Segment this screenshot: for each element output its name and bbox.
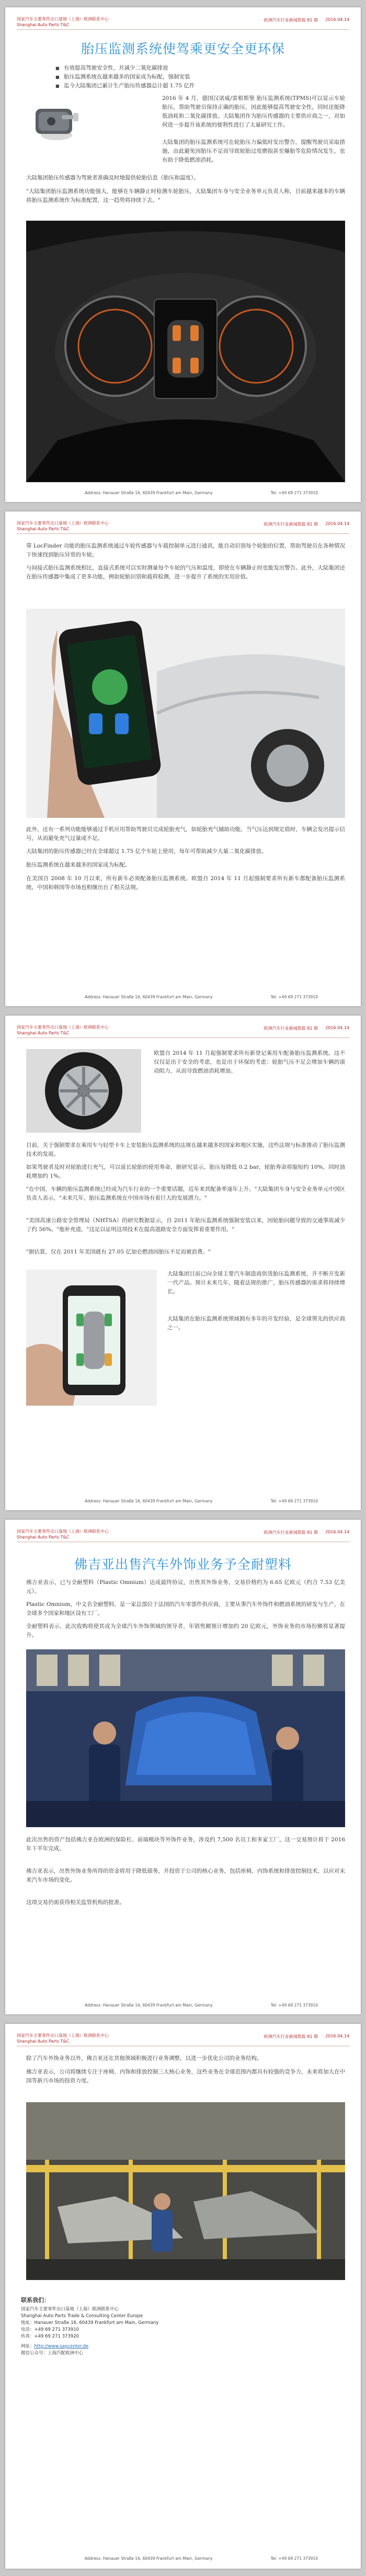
article-paragraph: 如果驾驶者及时对轮胎进行充气，可以延长轮胎的使用寿命，据研究显示，胎压每降低 0.2 bar，轮胎寿命将缩短约 10%，同时油耗增加约 1%。 [26,1164,345,1179]
page-header [17,1528,349,1542]
highlight-item: ■ 胎压监测系统在越来越多的国家成为标配，强制安装 [55,73,317,82]
article-paragraph: "据估算，仅在 2011 年美国就有 27.05 亿加仑燃油因胎压不足而被浪费。" [26,1249,211,1255]
header-date: 2016.04.14 [325,1025,349,1030]
contact-line: 电话：+49 69 271 373910 [21,2327,79,2332]
wechat-label: 微信公众号： [21,2351,48,2356]
header-company-en: Shanghai Auto Parts T&C [17,2039,70,2044]
article-paragraph: Plastic Omnium，中文名全耐塑料，是一家总部位于法国的汽车零部件供应商，主要从事汽车外饰件和燃油系统的研发与生产，在全球多个国家和地区设有工厂。 [26,1601,345,1616]
article-paragraph: 大陆集团的胎压传感器已经在全球超过 1.75 亿个车轮上使用，每年可帮助减少大量二氧化碳排放。 [26,848,267,854]
article-paragraph: 2016 年 4 月，德国汉诺威/雷根斯堡 胎压监测系统(TPMS)可以显示车轮胎压，帮助驾驶员保持正确的胎压，因此能够提高驾驶安全性，同时还能降低油耗和二氧化碳排放。大陆集团作为胎压传感器的主要供应商之一，对如何进一步提升该系统的便利性进行了大量研究工作。 [162,95,345,128]
header-company-cn: 国家汽车主要零件出口基地（上海）欧洲联系中心 [17,521,109,526]
page-4 [5,1520,361,2014]
header-newsletter: 欧洲汽车行业新闻简报 81 期 [264,1026,318,1031]
header-date: 2016.04.14 [325,1530,349,1534]
header-newsletter: 欧洲汽车行业新闻简报 81 期 [264,1530,318,1535]
website-label: 网址： [21,2344,35,2349]
page-footer [17,1499,349,1505]
page-footer [17,995,349,1001]
header-newsletter: 欧洲汽车行业新闻简报 81 期 [264,522,318,527]
footer-phone: Tel: +49 69 271 373910 [270,995,318,999]
contact-line: Shanghai Auto Parts Trade & Consulting Center Europe [21,2313,143,2319]
article-paragraph: 佛吉亚表示，出售外饰业务所得的资金将用于降低债务，并投资于公司的核心业务，包括座椅、内饰系统和排放控制技术，以应对未来汽车市场的变化。 [26,1868,345,1883]
article-paragraph: 在美国自 2008 年 10 月以来，所有新车必须配备胎压监测系统。欧盟自 2014 年 11 月起强制要求所有新车都配备胎压监测系统，中国和韩国等市场也相继出台了相关法规。 [26,875,345,891]
factory-workers-image [26,1649,345,1827]
contact-block [21,2306,345,2357]
page-footer [17,2003,349,2009]
article-paragraph: 与间接式胎压监测系统相比，直接式系统可以实时测量每个车轮的气压和温度，即使在车辆静止时也能发出警告。此外，大陆集团还在胎压传感器中集成了更多功能，例如轮胎识别和载荷检测，进一步提升了系统的实用价值。 [26,565,345,580]
wechat-account: 上海汽配欧洲中心 [48,2351,84,2356]
contact-heading: 联系我们： [21,2297,50,2304]
page-header [17,2032,349,2046]
contact-line: 传真：+49 69 271 373920 [21,2334,79,2339]
article-title: 佛吉亚出售汽车外饰业务予全耐塑料 [74,1557,292,1572]
tpms-phone-app-image [26,1270,157,1406]
page-header [17,1024,349,1038]
website-link[interactable]: http://www.sapcenter.de [34,2344,89,2349]
header-date: 2016.04.14 [325,521,349,526]
page-header [17,16,349,30]
highlights-list [55,64,317,90]
footer-phone: Tel: +49 69 271 373910 [270,491,318,495]
dashboard-display-image [26,221,345,482]
tire-wheel-image [26,1049,141,1133]
footer-address: Address: Hanauer Straße 16, 60439 Frankfurt am Main, Germany [85,995,213,999]
article-paragraph: "美国高速公路安全管理局（NHTSA）的研究数据显示，自 2011 年胎压监测系统强制安装以来，因轮胎问题导致的交通事故减少了约 56%。"他补充道，"这足以证明这项技术在提高道路安全方面发挥着重要作用。" [26,1217,345,1233]
header-company-en: Shanghai Auto Parts T&C [17,22,70,27]
article-paragraph: 欧盟自 2014 年 11 月起强制要求所有新登记乘用车配备胎压监测系统。这不仅仅是出于安全的考虑，也是出于环保的考虑：轮胎气压不足会增加车辆的滚动阻力，从而导致燃油消耗增加。 [154,1050,345,1074]
page-header [17,520,349,534]
header-company-cn: 国家汽车主要零件出口基地（上海）欧洲联系中心 [17,2033,109,2038]
header-newsletter: 欧洲汽车行业新闻简报 81 期 [264,18,318,22]
article-title: 胎压监测系统使驾乘更安全更环保 [81,41,285,56]
footer-phone: Tel: +49 69 271 373910 [270,2556,318,2561]
header-company-cn: 国家汽车主要零件出口基地（上海）欧洲联系中心 [17,1025,109,1030]
assembly-line-image [26,2102,345,2280]
article-paragraph: 全耐塑料表示，此次收购将使其成为全球汽车外饰领域的领导者，年销售额预计增加约 20 亿欧元，外饰业务的市场份额将显著提升。 [26,1623,345,1638]
article-paragraph: 大陆集团在胎压监测系统领域拥有多年的开发经验，是全球领先的供应商之一。 [167,1316,345,1331]
header-company-cn: 国家汽车主要零件出口基地（上海）欧洲联系中心 [17,1529,109,1534]
highlight-item: ■ 迄今大陆集团已累计生产胎压传感器总计超 1.75 亿件 [55,82,317,90]
page-footer [17,491,349,497]
page-3 [5,1016,361,1510]
contact-line: 地址：Hanauer Straße 16, 60439 Frankfurt am Main, Germany [21,2320,159,2326]
article-paragraph: 大陆集团目前已向全球主要汽车制造商供货胎压监测系统，并不断开发新一代产品。预计未来几年，随着法规的推广，胎压传感器的需求将持续增长。 [167,1271,345,1295]
page-footer [17,2556,349,2562]
footer-address: Address: Hanauer Straße 16, 60439 Frankfurt am Main, Germany [85,491,213,495]
article-paragraph: 大陆集团胎压传感器为驾驶者准确及时地提供轮胎信息（胎压和温度）。 [26,175,199,181]
page-5 [5,2024,361,2569]
footer-phone: Tel: +49 69 271 373910 [270,1499,318,1503]
article-paragraph: "在中国，车辆的胎压监测系统已经成为汽车行业的一个重要话题，近年来其配备率逐年上升。"大陆集团车身与安全业务单元中国区负责人表示，"未来几年，胎压监测系统在中国市场有着巨大的发展潜力。" [26,1186,345,1201]
article-paragraph: 带 LocFinder 功能的胎压监测系统通过车轮传感器与车载控制单元进行通讯，能自动识别每个轮胎的位置，帮助驾驶员在各种情况下快速找到胎压异常的车轮。 [26,543,345,558]
article-paragraph: 佛吉亚表示，已与全耐塑料（Plastic Omnium）达成最终协议，出售其外饰业务，交易价格约为 6.65 亿欧元（约合 7.53 亿美元）。 [26,1579,345,1594]
header-company-en: Shanghai Auto Parts T&C [17,1535,70,1540]
page-1 [5,7,361,502]
contact-line: 国家汽车主要零件出口基地（上海）欧洲联系中心 [21,2307,119,2312]
header-newsletter: 欧洲汽车行业新闻简报 81 期 [264,2034,318,2039]
article-paragraph: 此外，还有一系列功能能够通过手机应用帮助驾驶员完成轮胎充气，如轮胎充气辅助功能，当气压达到规定值时，车辆会发出提示信号，从而避免充气过量或不足。 [26,826,345,841]
header-company-en: Shanghai Auto Parts T&C [17,1031,70,1035]
header-date: 2016.04.14 [325,17,349,22]
article-paragraph: "大陆集团胎压监测系统功能强大，能够在车辆静止时检测车轮胎压，大陆集团车身与安全业务单元负责人称，目前越来越多的车辆将胎压监测系统作为标准配置，这一趋势将持续下去。" [26,188,345,203]
footer-address: Address: Hanauer Straße 16, 60439 Frankfurt am Main, Germany [85,2003,213,2008]
article-paragraph: 佛吉亚表示，公司将继续专注于座椅、内饰和排放控制三大核心业务，这些业务在全球范围内都具有较强的竞争力，未来将加大在中国等新兴市场的投资力度。 [26,2069,345,2084]
highlight-item: ■ 有效提高驾驶安全性，并减少二氧化碳排放 [55,64,317,73]
footer-address: Address: Hanauer Straße 16, 60439 Frankfurt am Main, Germany [85,2556,213,2561]
smartphone-tire-app-image [26,609,345,818]
article-paragraph: 大陆集团的胎压监测系统可在轮胎压力偏低时发出警告，提醒驾驶员采取措施，由此避免因胎压不足而导致轮胎过度磨损甚至爆胎等危险情况发生，也有助于降低燃油消耗。 [162,139,345,163]
article-paragraph: 胎压监测系统在越来越多的国家成为标配。 [26,862,131,868]
article-paragraph: 除了汽车外饰业务以外，佛吉亚还在其他领域积极进行业务调整，以进一步优化公司的业务结构。 [26,2055,262,2061]
article-paragraph: 这项交易仍需获得相关监管机构的批准。 [26,1899,125,1906]
header-company-en: Shanghai Auto Parts T&C [17,527,70,531]
article-paragraph: 此次出售的资产包括佛吉亚在欧洲的保险杠、前端模块等外饰件业务，涉及约 7,500 名员工和多家工厂，这一交易预计将于 2016 年下半年完成。 [26,1837,345,1852]
article-paragraph: 目前，关于强制要求在乘用车与轻型卡车上安装胎压监测系统的法规在越来越多的国家和地区实施，这些法规与标准推动了胎压监测技术的发展。 [26,1142,345,1157]
footer-phone: Tel: +49 69 271 373910 [270,2003,318,2008]
footer-address: Address: Hanauer Straße 16, 60439 Frankfurt am Main, Germany [85,1499,213,1503]
page-2 [5,511,361,1006]
header-date: 2016.04.14 [325,2034,349,2038]
header-company-cn: 国家汽车主要零件出口基地（上海）欧洲联系中心 [17,17,109,21]
tpms-sensor-image [25,94,83,152]
